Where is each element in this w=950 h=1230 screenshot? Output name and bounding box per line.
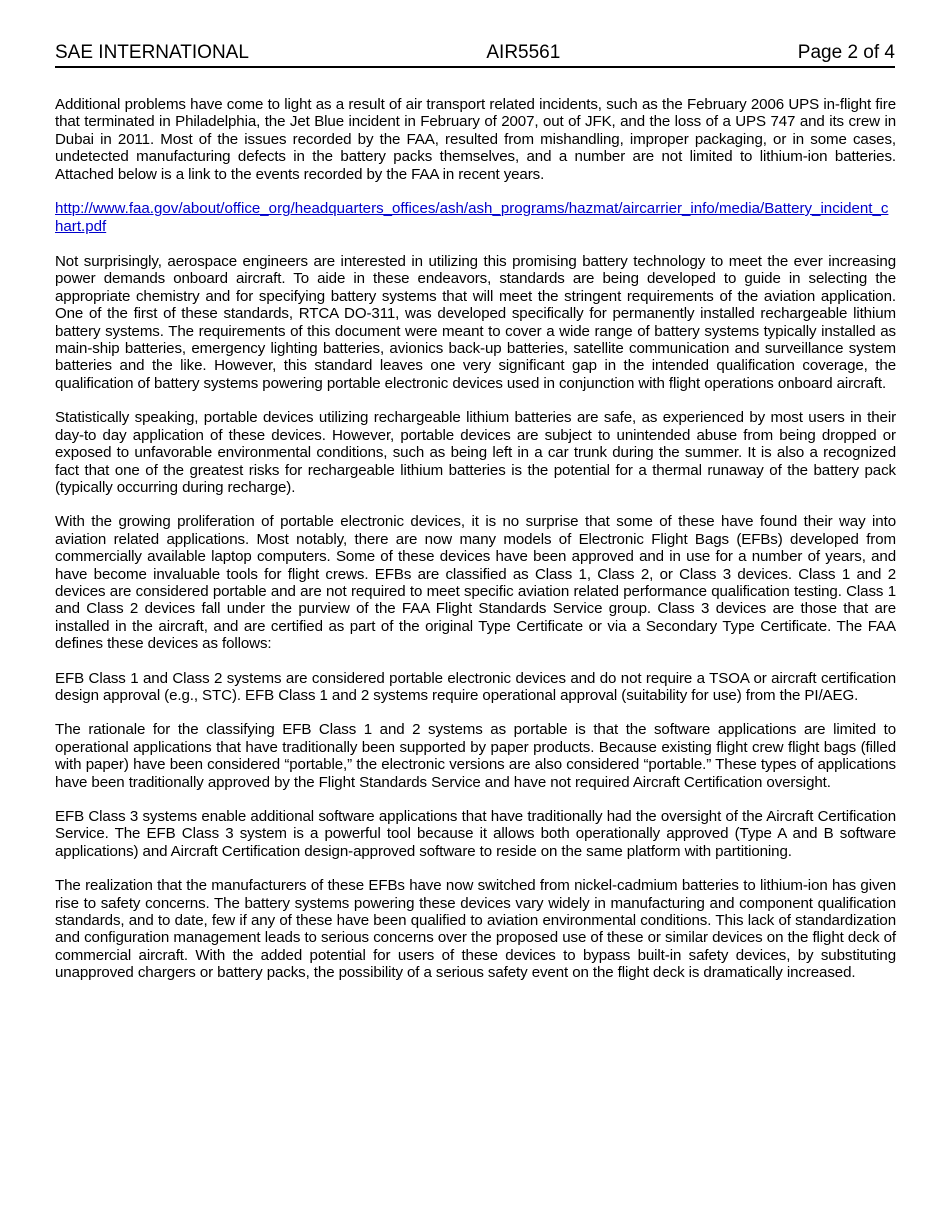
header-page-number: Page 2 of 4 [797, 42, 895, 63]
paragraph-efb-portable-rationale: The rationale for the classifying EFB Class 1 and 2 systems as portable is that the software applications are limited to operational applications that have traditionally been supported by paper products. Because existing flight crew flight bags (filled with paper) have been considered “portable,” the electronic versions are also considered “portable.” These types of applications have been traditionally approved by the Flight Standards Service and have not required Aircraft Certification oversight. [55, 721, 896, 791]
header-organization: SAE INTERNATIONAL [55, 42, 249, 63]
header-document-number: AIR5561 [486, 42, 561, 63]
paragraph-statistics-safety: Statistically speaking, portable devices utilizing rechargeable lithium batteries are safe, as experienced by most users in their day-to day application of these devices. However, portable devices are subject to unintended abuse from being dropped or exposed to unfavorable environmental conditions, such as being left in a car trunk during the summer. It is also a recognized fact that one of the greatest risks for rechargeable lithium batteries is the potential for a thermal runaway of the battery pack (typically occurring during recharge). [55, 409, 896, 496]
paragraph-efb-class-3-definition: EFB Class 3 systems enable additional software applications that have traditionally had the oversight of the Aircraft Certification Service. The EFB Class 3 system is a powerful tool because it allows both operationally approved (Type A and B software applications) and Aircraft Certification design-approved software to reside on the same platform with partitioning. [55, 808, 896, 860]
page-header [55, 42, 895, 68]
paragraph-aerospace-standards: Not surprisingly, aerospace engineers are interested in utilizing this promising battery technology to meet the ever increasing power demands onboard aircraft. To aide in these endeavors, standards are being developed to guide in selecting the appropriate chemistry and for specifying battery systems that will meet the stringent requirements of the aviation application. One of the first of these standards, RTCA DO-311, was developed specifically for permanently installed rechargeable lithium battery systems. The requirements of this document were meant to cover a wide range of battery systems typically installed as main-ship batteries, emergency lighting batteries, avionics back-up batteries, satellite communication and surveillance system batteries and the like. However, this standard leaves one very significant gap in the intended qualification coverage, the qualification of battery systems powering portable electronic devices used in conjunction with flight operations onboard aircraft. [55, 253, 896, 392]
document-body [55, 96, 896, 999]
paragraph-efb-proliferation: With the growing proliferation of portable electronic devices, it is no surprise that some of these have found their way into aviation related applications. Most notably, there are now many models of Electronic Flight Bags (EFBs) developed from commercially available laptop computers. Some of these devices have been approved and in use for a number of years, and have become invaluable tools for flight crews. EFBs are classified as Class 1, Class 2, or Class 3 devices. Class 1 and 2 devices are considered portable and are not required to meet specific aviation related performance qualification testing. Class 1 and Class 2 devices fall under the purview of the FAA Flight Standards Service group. Class 3 devices are those that are installed in the aircraft, and are certified as part of the original Type Certificate or via a Secondary Type Certificate. The FAA defines these devices as follows: [55, 513, 896, 653]
paragraph-efb-class-1-2-definition: EFB Class 1 and Class 2 systems are considered portable electronic devices and do not require a TSOA or aircraft certification design approval (e.g., STC). EFB Class 1 and 2 systems require operational approval (suitability for use) from the PI/AEG. [55, 669, 896, 704]
faa-battery-incident-chart-link[interactable]: http://www.faa.gov/about/office_org/headquarters_offices/ash/ash_programs/hazmat/aircarrier_info/media/Battery_incident_chart.pdf [55, 200, 889, 236]
paragraph-lithium-ion-safety-concerns: The realization that the manufacturers of these EFBs have now switched from nickel-cadmium batteries to lithium-ion has given rise to safety concerns. The battery systems powering these devices vary widely in manufacturing and component qualification standards, and to date, few if any of these have been qualified to aviation environmental conditions. This lack of standardization and configuration management leads to serious concerns over the proposed use of these or similar devices on the flight deck of commercial aircraft. With the added potential for users of these devices to bypass built-in safety devices, by substituting unapproved chargers or battery packs, the possibility of a serious safety event on the flight deck is dramatically increased. [55, 877, 896, 982]
paragraph-incidents: Additional problems have come to light as a result of air transport related incidents, such as the February 2006 UPS in-flight fire that terminated in Philadelphia, the Jet Blue incident in February of 2007, out of JFK, and the loss of a UPS 747 and its crew in Dubai in 2011. Most of the issues recorded by the FAA, resulted from mishandling, improper packaging, or in some cases, undetected manufacturing defects in the battery packs themselves, and a number are not limited to lithium-ion batteries. Attached below is a link to the events recorded by the FAA in recent years. [55, 96, 896, 183]
faa-link-block [55, 200, 896, 236]
